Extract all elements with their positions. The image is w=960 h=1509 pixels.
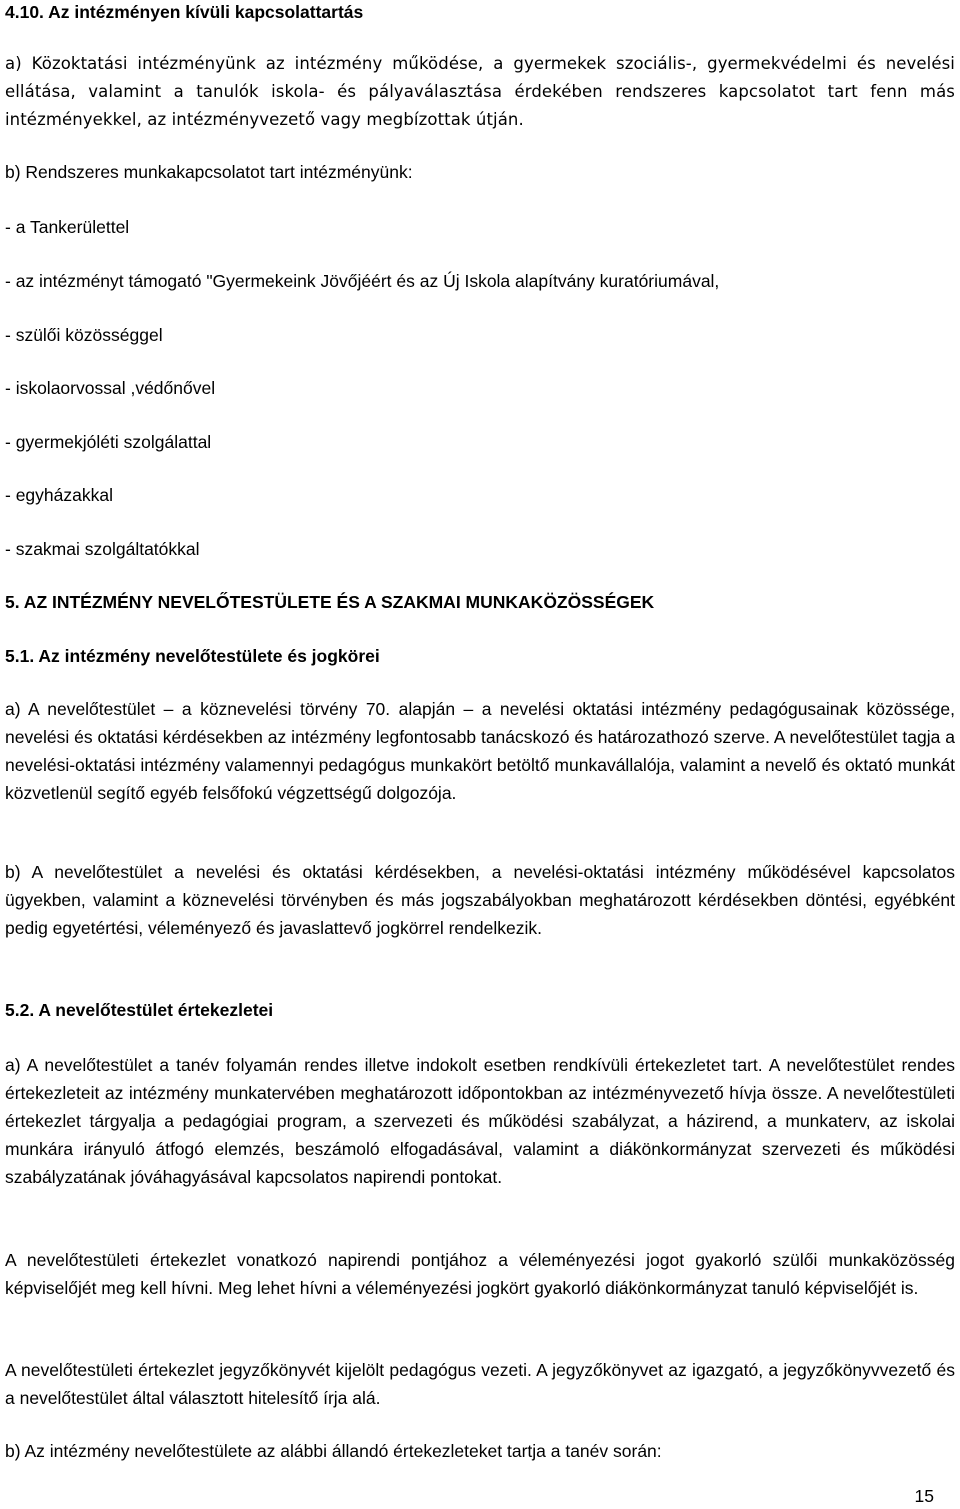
paragraph-staff-definition: a) A nevelőtestület – a köznevelési törvény 70. alapján – a nevelési oktatási intézmény pedagógusainak közössége, nevelési és oktatási kérdésekben az intézmény legfontosabb tanácskozó és határozathozó szerve. A nevelőtestület tagja a nevelési-oktatási intézmény valamennyi pedagógus munkakört betöltő munkavállalója, valamint a nevelő és oktató munkát közvetlenül segítő egyéb felsőfokú végzettségű dolgozója. (5, 699, 955, 803)
list-item: - szülői közösséggel (5, 325, 163, 345)
paragraph-staff-meetings: a) A nevelőtestület a tanév folyamán rendes illetve indokolt esetben rendkívüli értekezletet tart. A nevelőtestület rendes értekezleteit az intézmény munkatervében meghatározott időpontokban az intézményvezető hívja össze. A nevelőtestületi értekezlet tárgyalja a pedagógiai program, a szervezeti és működési szabályzat, a házirend, a munkaterv, az iskolai munkára irányuló átfogó elemzés, beszámoló elfogadásával, valamint a diákönkormányzat szervezeti és működési szabályzatának jóváhagyásával kapcsolatos napirendi pontokat. (5, 1055, 955, 1187)
list-item: - szakmai szolgáltatókkal (5, 539, 200, 559)
paragraph-standing-meetings: b) Az intézmény nevelőtestülete az alábbi állandó értekezleteket tartja a tanév során: (5, 1441, 662, 1461)
section-title-5-1: 5.1. Az intézmény nevelőtestülete és jogkörei (5, 646, 380, 666)
paragraph-external-relations: a) Közoktatási intézményünk az intézmény működése, a gyermekek szociális-, gyermekvédelmi és nevelési ellátása, valamint a tanulók iskola- és pályaválasztása érdekében rendszeres kapcsolatot tart fenn más intézményekkel, az intézményvezető vagy megbízottak útján. (5, 54, 955, 129)
list-item: - gyermekjóléti szolgálattal (5, 432, 212, 452)
section-title-4-10: 4.10. Az intézményen kívüli kapcsolattartás (5, 2, 364, 22)
paragraph-meeting-minutes: A nevelőtestületi értekezlet jegyzőkönyvét kijelölt pedagógus vezeti. A jegyzőkönyvet az igazgató, a jegyzőkönyvvezető és a nevelőtestület által választott hitelesítő írja alá. (5, 1360, 955, 1408)
paragraph-regular-relations: b) Rendszeres munkakapcsolatot tart intézményünk: (5, 162, 413, 182)
list-item: - az intézményt támogató "Gyermekeink Jövőjéért és az Új Iskola alapítvány kuratóriumával, (5, 271, 720, 291)
list-item: - iskolaorvossal ,védőnővel (5, 378, 216, 398)
section-title-5: 5. AZ INTÉZMÉNY NEVELŐTESTÜLETE ÉS A SZAKMAI MUNKAKÖZÖSSÉGEK (5, 592, 655, 612)
section-title-5-2: 5.2. A nevelőtestület értekezletei (5, 1000, 274, 1020)
paragraph-meeting-invitees: A nevelőtestületi értekezlet vonatkozó napirendi pontjához a véleményezési jogot gyakorló szülői munkaközösség képviselőjét meg kell hívni. Meg lehet hívni a véleményezési jogkört gyakorló diákönkormányzat tanuló képviselőjét is. (5, 1250, 955, 1298)
list-item: - a Tankerülettel (5, 217, 130, 237)
page-number: 15 (914, 1486, 934, 1506)
paragraph-staff-rights: b) A nevelőtestület a nevelési és oktatási kérdésekben, a nevelési-oktatási intézmény működésével kapcsolatos ügyekben, valamint a köznevelési törvényben és más jogszabályokban meghatározott kérdésekben döntési, egyébként pedig egyetértési, véleményező és javaslattevő jogkörrel rendelkezik. (5, 862, 955, 938)
list-item: - egyházakkal (5, 485, 113, 505)
